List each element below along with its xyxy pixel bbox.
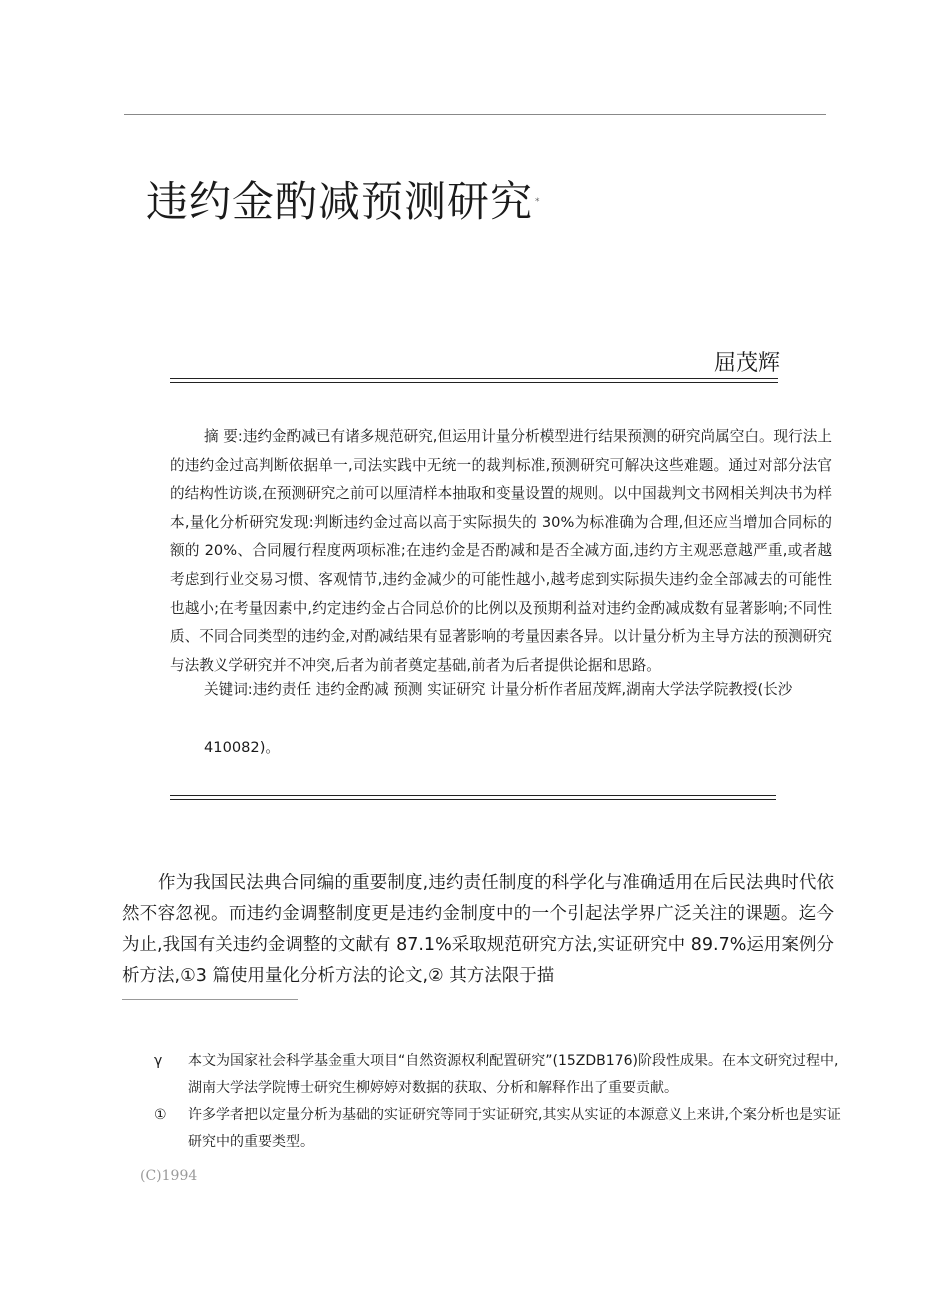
abstract-label: 摘 要: (204, 428, 243, 445)
footnote-item (154, 1048, 844, 1101)
abstract-block (170, 423, 832, 680)
abstract-paragraph (170, 423, 832, 680)
copyright-watermark: (C)1994 (140, 1168, 198, 1184)
abstract-divider-lower (170, 799, 776, 800)
author-divider-upper (170, 378, 778, 379)
footnote-divider (122, 999, 298, 1000)
body-paragraph (122, 868, 834, 992)
footnote-item (154, 1102, 844, 1155)
footnotes (154, 1048, 844, 1156)
footnote-text: 许多学者把以定量分析为基础的实证研究等同于实证研究,其实从实证的本源意义上来讲,个案分析也是实证研究中的重要类型。 (188, 1107, 841, 1150)
author-name: 屈茂辉 (713, 351, 780, 376)
article-title (146, 174, 541, 230)
title-text: 违约金酌减预测研究 (146, 177, 534, 226)
top-divider (124, 114, 826, 115)
author-divider-lower (170, 382, 778, 383)
abstract-divider-upper (170, 795, 776, 796)
abstract-text: 违约金酌减已有诸多规范研究,但运用计量分析模型进行结果预测的研究尚属空白。现行法上的违约金过高判断依据单一,司法实践中无统一的裁判标准,预测研究可解决这些难题。通过对部分法官的结构性访谈,在预测研究之前可以厘清样本抽取和变量设置的规则。以中国裁判文书网相关判决书为样本,量化分析研究发现:判断违约金过高以高于实际损失的 30%为标准确为合理,但还应当增加合同标的额的 20%、合同履行程度两项标准;在违约金是否酌减和是否全减方面,违约方主观恶意越严重,或者越考虑到行业交易习惯、客观情节,违约金减少的可能性越小,越考虑到实际损失违约金全部减去的可能性也越小;在考量因素中,约定违约金占合同总价的比例以及预期利益对违约金酌减成数有显著影响;不同性质、不同合同类型的违约金,对酌减结果有显著影响的考量因素各异。以计量分析为主导方法的预测研究与法教义学研究并不冲突,后者为前者奠定基础,前者为后者提供论据和思路。 (170, 428, 832, 674)
keywords-line: 关键词:违约责任 违约金酌减 预测 实证研究 计量分析作者屈茂辉,湖南大学法学院教授(长沙 (204, 681, 793, 698)
title-footnote-mark: * (535, 197, 541, 207)
author-postcode: 410082)。 (204, 739, 280, 756)
footnote-text: 本文为国家社会科学基金重大项目“自然资源权利配置研究”(15ZDB176)阶段性成果。在本文研究过程中,湖南大学法学院博士研究生柳婷婷对数据的获取、分析和解释作出了重要贡献。 (188, 1053, 839, 1096)
footnote-mark: γ (154, 1053, 163, 1069)
body-paragraph-text: 作为我国民法典合同编的重要制度,违约责任制度的科学化与准确适用在后民法典时代依然不容忽视。而违约金调整制度更是违约金制度中的一个引起法学界广泛关注的课题。迄今为止,我国有关违约金调整的文献有 87.1%采取规范研究方法,实证研究中 89.7%运用案例分析方法,①3 篇使用量化分析方法的论文,② 其方法限于描 (122, 873, 834, 986)
footnote-mark: ① (154, 1107, 167, 1123)
